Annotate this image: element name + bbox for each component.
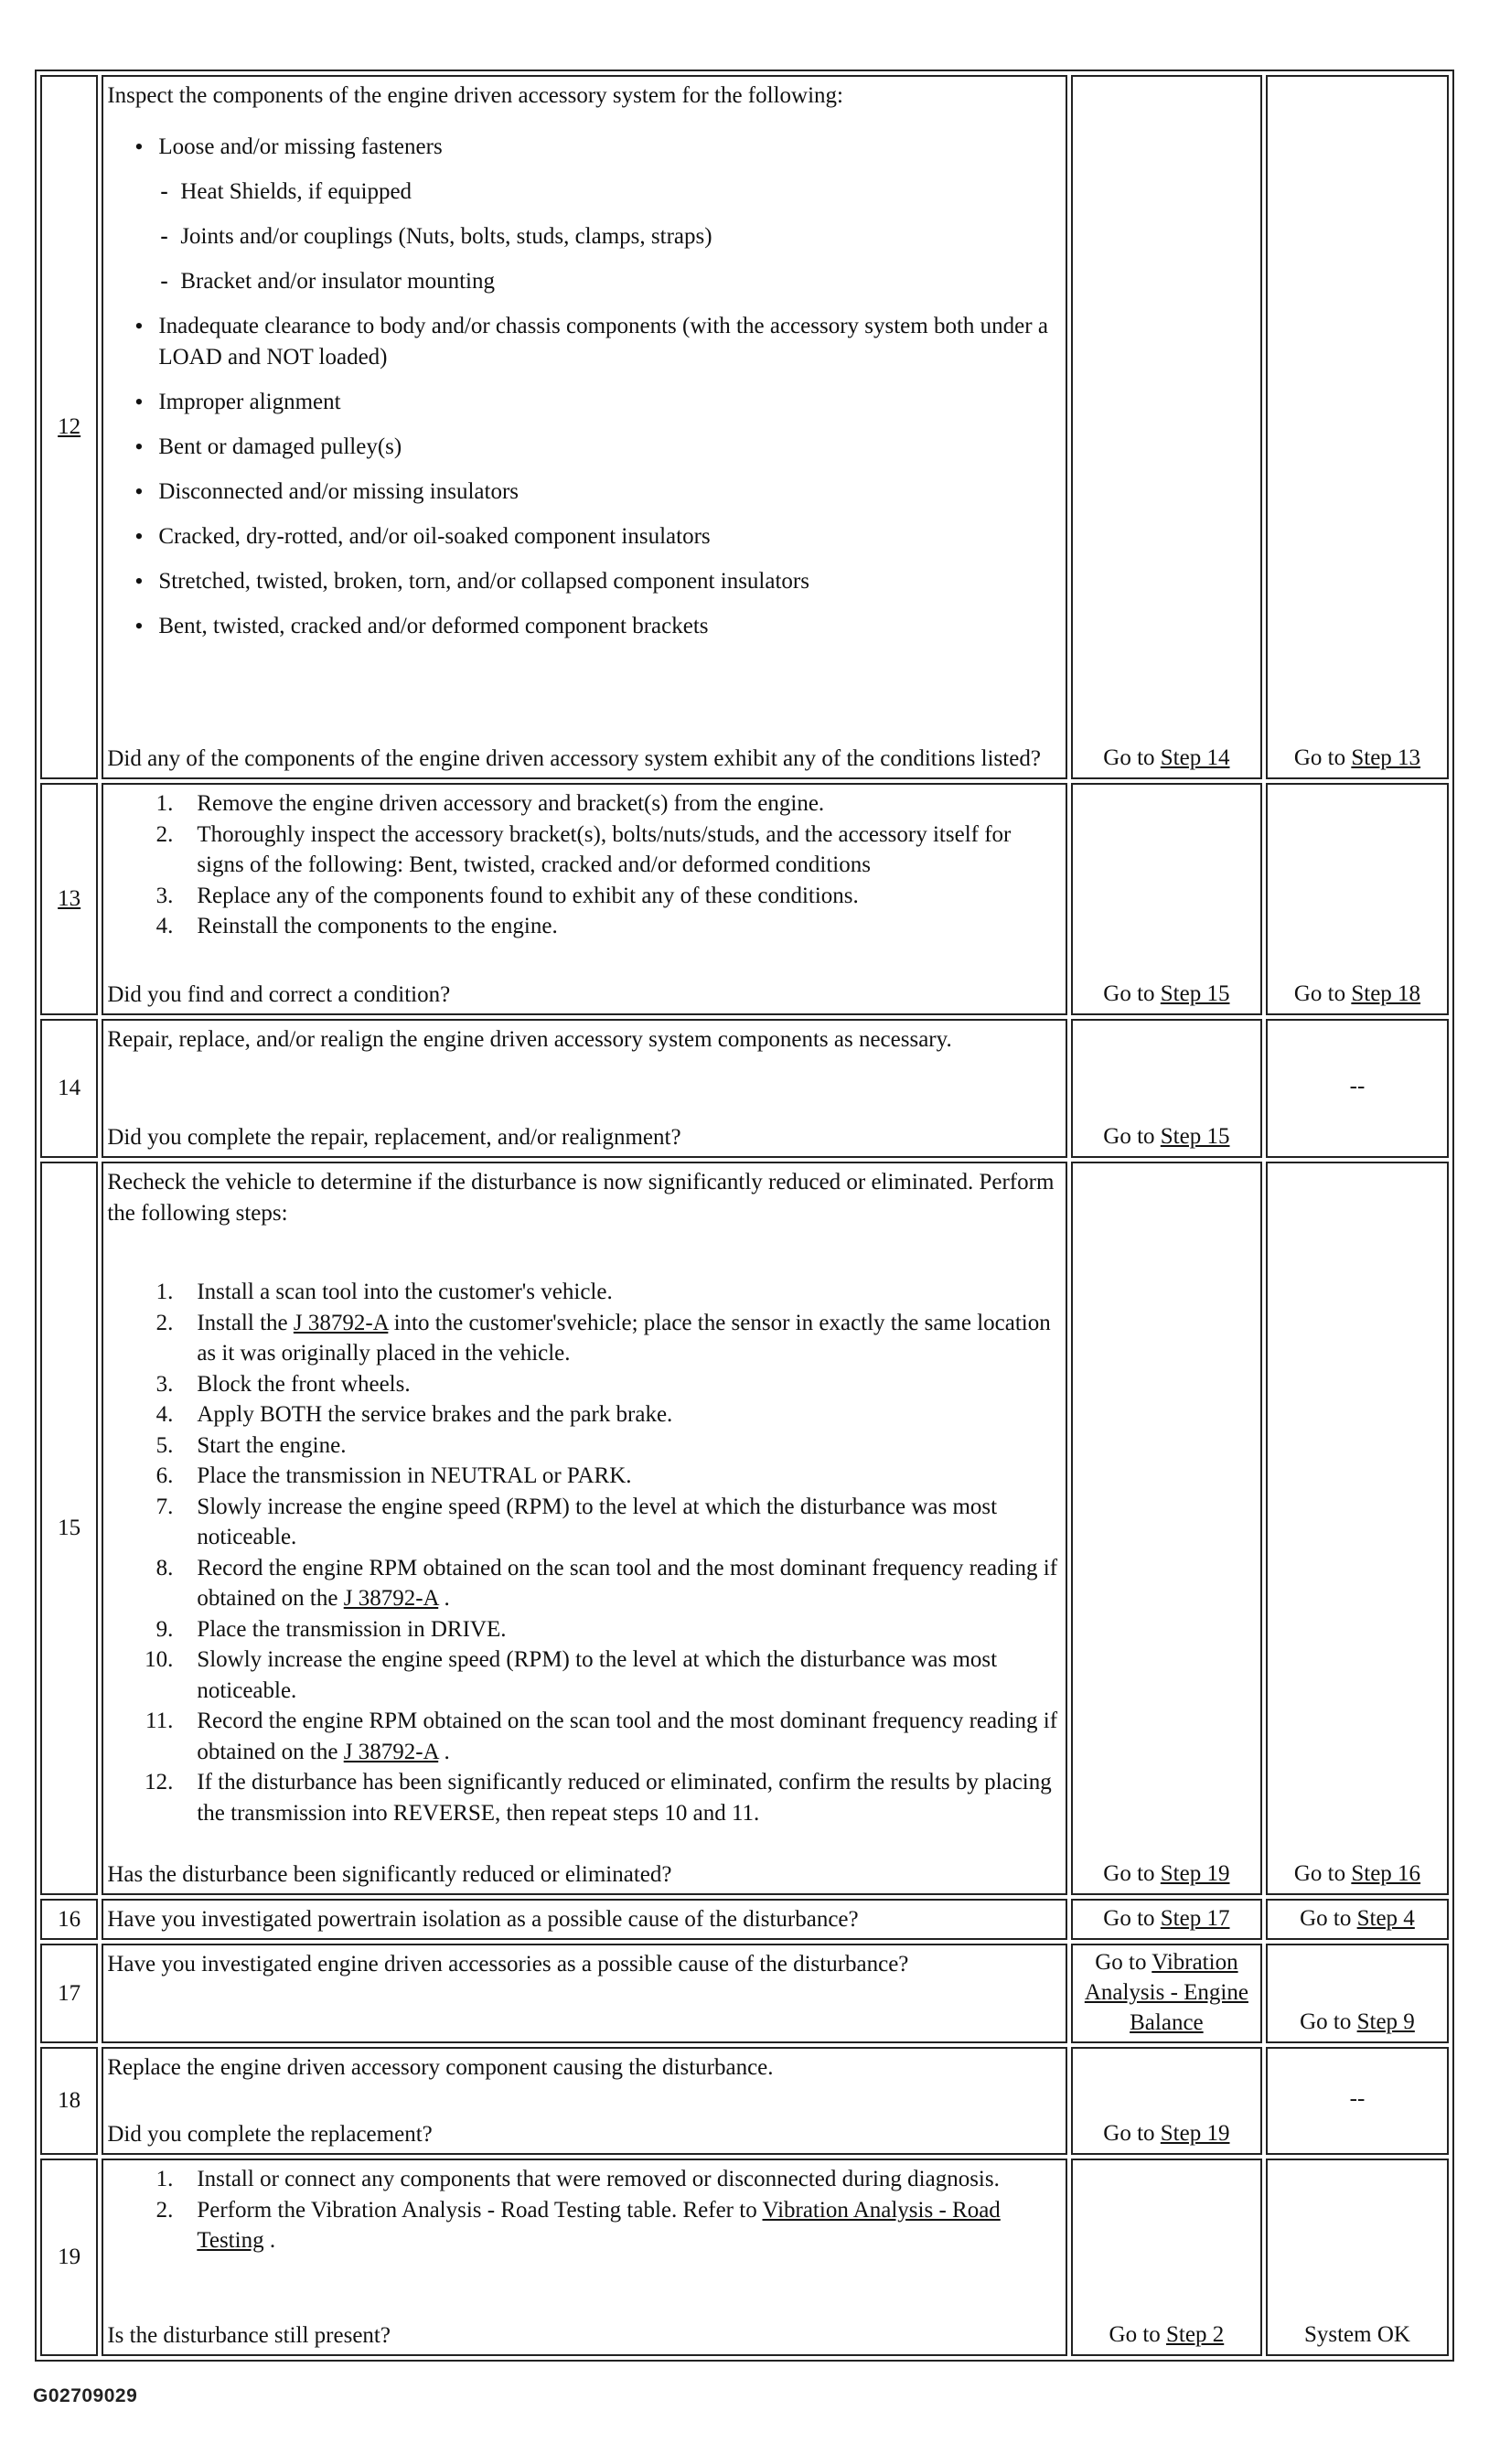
step-index: 1. xyxy=(155,2167,174,2191)
step-text: . xyxy=(438,1586,450,1611)
step-text: Place the transmission in NEUTRAL or PARK. xyxy=(197,1463,632,1488)
step-index: 3. xyxy=(155,1371,174,1397)
step-index: 2. xyxy=(155,2197,174,2223)
step-text: Install a scan tool into the customer's vehicle. xyxy=(197,1280,613,1304)
numbered-step xyxy=(107,1553,1062,1614)
goto-step-link[interactable]: Step 9 xyxy=(1356,2009,1415,2034)
step-text: Install or connect any components that were removed or disconnected during diagnosis. xyxy=(197,2167,1000,2191)
yes-cell: Go to Step 2 xyxy=(1071,2159,1262,2356)
sub-list-item: - Joints and/or couplings (Nuts, bolts, studs, clamps, straps) xyxy=(107,221,1062,252)
numbered-step xyxy=(107,1369,1062,1400)
step-number: 14 xyxy=(40,1019,98,1158)
action-cell xyxy=(102,75,1067,779)
step-text: Slowly increase the engine speed (RPM) to the level at which the disturbance was most noticeable. xyxy=(197,1647,998,1703)
step-number: 15 xyxy=(40,1162,98,1895)
step-text: Apply BOTH the service brakes and the park brake. xyxy=(197,1402,673,1427)
yes-cell: Go to Step 19 xyxy=(1071,1162,1262,1895)
goto-step-link[interactable]: Step 13 xyxy=(1351,745,1421,770)
question-text: Has the disturbance been significantly reduced or eliminated? xyxy=(107,1862,672,1887)
list-item: • Disconnected and/or missing insulators xyxy=(107,477,1062,508)
numbered-step xyxy=(107,1308,1062,1369)
list-item: • Bent, twisted, cracked and/or deformed component brackets xyxy=(107,611,1062,642)
question-text: Did you complete the repair, replacement, and/or realignment? xyxy=(107,1125,681,1150)
numbered-step xyxy=(107,1767,1062,1828)
step-number-link[interactable]: 13 xyxy=(40,783,98,1015)
step-text: Replace any of the components found to exhibit any of these conditions. xyxy=(197,883,859,908)
question-text: Did you find and correct a condition? xyxy=(107,982,451,1007)
numbered-step xyxy=(107,881,1062,912)
procedure-list xyxy=(107,788,1062,942)
yes-cell: Go to Step 14 xyxy=(1071,75,1262,779)
no-cell: -- xyxy=(1266,2047,1449,2155)
procedure-list xyxy=(107,1277,1062,1828)
step-index: 1. xyxy=(155,791,174,816)
step-index: 4. xyxy=(155,914,174,938)
no-cell: -- xyxy=(1266,1019,1449,1158)
no-cell: Go to Step 9 xyxy=(1266,1944,1449,2043)
table-row-step-14 xyxy=(40,1019,1449,1158)
step-text: . xyxy=(438,1739,450,1764)
table-row-step-13 xyxy=(40,783,1449,1015)
numbered-step xyxy=(107,911,1062,942)
step-index: 11. xyxy=(145,1709,174,1733)
numbered-step xyxy=(107,820,1062,881)
step-text: Block the front wheels. xyxy=(197,1371,411,1397)
step-text: Start the engine. xyxy=(197,1432,347,1458)
step-index: 10. xyxy=(145,1647,174,1672)
reference-link[interactable]: J 38792-A xyxy=(343,1586,439,1611)
step-index: 7. xyxy=(155,1494,174,1519)
condition-list xyxy=(107,132,1062,642)
goto-step-link[interactable]: Step 19 xyxy=(1160,2121,1230,2146)
reference-link[interactable]: Vibration Analysis - Road Testing xyxy=(197,2197,1001,2253)
question-text: Did you complete the replacement? xyxy=(107,2122,433,2147)
step-index: 6. xyxy=(155,1463,174,1488)
step-text: Record the engine RPM obtained on the scan tool and the most dominant frequency reading if obtained on the xyxy=(197,1555,1058,1611)
list-item: • Cracked, dry-rotted, and/or oil-soaked component insulators xyxy=(107,521,1062,552)
numbered-step xyxy=(107,1461,1062,1492)
table-row-step-15 xyxy=(40,1162,1449,1895)
goto-step-link[interactable]: Step 17 xyxy=(1160,1906,1230,1931)
step-index: 5. xyxy=(155,1432,174,1458)
sub-list-item: - Bracket and/or insulator mounting xyxy=(107,266,1062,297)
step-index: 2. xyxy=(155,821,174,847)
vibration-analysis-engine-balance-link[interactable]: Vibration Analysis - Engine Balance xyxy=(1084,1950,1248,2035)
numbered-step xyxy=(107,1277,1062,1308)
no-cell: Go to Step 16 xyxy=(1266,1162,1449,1895)
step-text: . xyxy=(263,2228,276,2253)
instruction-text: Repair, replace, and/or realign the engine driven accessory system components as necessary. xyxy=(107,1027,952,1052)
step-text: Place the transmission in DRIVE. xyxy=(197,1616,507,1642)
yes-cell: Go to Step 15 xyxy=(1071,783,1262,1015)
no-cell xyxy=(1266,2159,1449,2356)
yes-cell: Go to Vibration Analysis - Engine Balance xyxy=(1071,1944,1262,2043)
system-ok-text: System OK xyxy=(1303,2322,1410,2347)
sub-list-item: - Heat Shields, if equipped xyxy=(107,177,1062,208)
yes-cell: Go to Step 17 xyxy=(1071,1899,1262,1940)
step-index: 3. xyxy=(155,883,174,908)
step-text: Record the engine RPM obtained on the scan tool and the most dominant frequency reading if obtained on the xyxy=(197,1709,1058,1764)
step-index: 1. xyxy=(155,1280,174,1304)
step-text: Thoroughly inspect the accessory bracket(s), bolts/nuts/studs, and the accessory itself for signs of the following: Bent, twisted, cracked and/or deformed conditions xyxy=(197,821,1012,877)
action-cell xyxy=(102,783,1067,1015)
question-text: Is the disturbance still present? xyxy=(107,2323,391,2348)
no-cell: Go to Step 4 xyxy=(1266,1899,1449,1940)
goto-step-link[interactable]: Step 14 xyxy=(1160,745,1230,770)
step-text: If the disturbance has been significantly reduced or eliminated, confirm the results by placing the transmission into REVERSE, then repeat steps 10 and 11. xyxy=(197,1770,1052,1826)
step-index: 12. xyxy=(145,1770,174,1794)
table-row-step-16 xyxy=(40,1899,1449,1940)
table-row-step-18 xyxy=(40,2047,1449,2155)
no-cell: Go to Step 18 xyxy=(1266,783,1449,1015)
step-index: 4. xyxy=(155,1402,174,1427)
instruction-text: Recheck the vehicle to determine if the disturbance is now significantly reduced or eliminated. Perform the following steps: xyxy=(107,1170,1055,1226)
table-row-step-12 xyxy=(40,75,1449,779)
instruction-text: Inspect the components of the engine driven accessory system for the following: xyxy=(107,83,843,108)
step-text: into the customer'svehicle; place the sensor in exactly the same location as it was originally placed in the vehicle. xyxy=(197,1310,1051,1366)
numbered-step xyxy=(107,1644,1062,1706)
numbered-step xyxy=(107,1492,1062,1553)
no-cell: Go to Step 13 xyxy=(1266,75,1449,779)
question-text: Have you investigated engine driven accessories as a possible cause of the disturbance? xyxy=(107,1952,909,1977)
numbered-step xyxy=(107,1614,1062,1645)
numbered-step xyxy=(107,2195,1062,2256)
step-text: Perform the Vibration Analysis - Road Testing table. Refer to xyxy=(197,2197,763,2223)
list-item: • Stretched, twisted, broken, torn, and/or collapsed component insulators xyxy=(107,566,1062,597)
action-cell xyxy=(102,2159,1067,2356)
question-text: Did any of the components of the engine driven accessory system exhibit any of the conditions listed? xyxy=(107,746,1041,771)
list-item: • Loose and/or missing fasteners xyxy=(107,132,1062,163)
step-index: 9. xyxy=(155,1616,174,1642)
step-text: Reinstall the components to the engine. xyxy=(197,914,558,938)
action-cell xyxy=(102,1019,1067,1158)
table-row-step-17 xyxy=(40,1944,1449,2043)
yes-cell: Go to Step 15 xyxy=(1071,1019,1262,1158)
step-number-link[interactable]: 12 xyxy=(40,75,98,779)
goto-step-link[interactable]: Step 2 xyxy=(1166,2322,1225,2347)
procedure-list xyxy=(107,2164,1062,2256)
diagnostic-table xyxy=(35,70,1454,2362)
action-cell xyxy=(102,1899,1067,1940)
numbered-step xyxy=(107,1706,1062,1767)
step-number: 19 xyxy=(40,2159,98,2356)
question-text: Have you investigated powertrain isolation as a possible cause of the disturbance? xyxy=(107,1907,859,1932)
list-item: • Improper alignment xyxy=(107,387,1062,418)
action-cell xyxy=(102,1162,1067,1895)
step-number: 18 xyxy=(40,2047,98,2155)
goto-step-link[interactable]: Step 15 xyxy=(1160,1124,1230,1149)
numbered-step xyxy=(107,1430,1062,1462)
goto-step-link[interactable]: Step 18 xyxy=(1351,981,1421,1006)
step-index: 2. xyxy=(155,1310,174,1335)
list-item: • Inadequate clearance to body and/or chassis components (with the accessory system both under a LOAD and NOT loaded) xyxy=(107,311,1062,373)
goto-step-link[interactable]: Step 16 xyxy=(1351,1861,1421,1886)
action-cell xyxy=(102,2047,1067,2155)
goto-step-link[interactable]: Step 4 xyxy=(1356,1906,1415,1931)
table-row-step-19 xyxy=(40,2159,1449,2356)
reference-link[interactable]: J 38792-A xyxy=(293,1310,389,1335)
step-text: Install the xyxy=(197,1310,294,1335)
instruction-text: Replace the engine driven accessory component causing the disturbance. xyxy=(107,2055,774,2080)
numbered-step xyxy=(107,2164,1062,2195)
list-item: • Bent or damaged pulley(s) xyxy=(107,432,1062,463)
numbered-step xyxy=(107,1399,1062,1430)
step-text: Remove the engine driven accessory and bracket(s) from the engine. xyxy=(197,791,825,816)
image-code: G02709029 xyxy=(33,2385,138,2406)
numbered-step xyxy=(107,788,1062,820)
reference-link[interactable]: J 38792-A xyxy=(343,1739,439,1764)
step-number: 17 xyxy=(40,1944,98,2043)
goto-step-link[interactable]: Step 15 xyxy=(1160,981,1230,1006)
action-cell xyxy=(102,1944,1067,2043)
yes-cell: Go to Step 19 xyxy=(1071,2047,1262,2155)
step-text: Slowly increase the engine speed (RPM) to the level at which the disturbance was most noticeable. xyxy=(197,1494,998,1549)
goto-step-link[interactable]: Step 19 xyxy=(1160,1861,1230,1886)
step-index: 8. xyxy=(155,1555,174,1580)
step-number: 16 xyxy=(40,1899,98,1940)
